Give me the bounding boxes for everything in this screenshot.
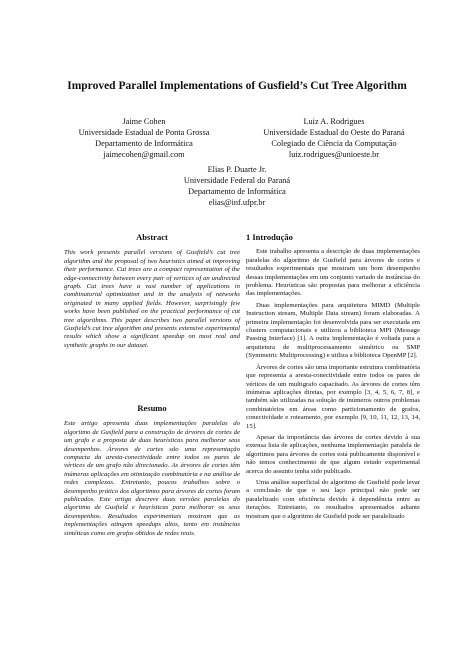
intro-paragraph: Árvores de cortes são uma importante estrutura combinatória que representa a aresta-conectividade entre todos os pares de vértices de um multigrafo capacitado. As árvores de cortes têm inúmeras aplicações diretas, por exemplo [3, 4, 5, 6, 7, 8], e também são utilizadas na solução de inúmeros outros problemas combinatórios em áreas como particionamento de grafos, conectividade e roteamento, por exemplo [9, 10, 11, 12, 13, 14, 15]. bbox=[246, 363, 420, 430]
author-affiliation: Universidade Federal do Paraná bbox=[183, 176, 291, 185]
author-name: Elias P. Duarte Jr. bbox=[207, 165, 267, 174]
author-name: Luiz A. Rodrigues bbox=[303, 117, 365, 126]
resumo-heading: Resumo bbox=[137, 403, 167, 413]
author-email: luiz.rodrigues@unioeste.br bbox=[288, 150, 380, 159]
author-affiliation: Universidade Estadual do Oeste do Paraná bbox=[263, 128, 405, 137]
resumo-text: Este artigo apresenta duas implementações paralelas do algoritmo de Gusfield para a construção de árvores de cortes de um grafo e a proposta de duas heurísticas para melhorar seus desempenhos. Árvores de cortes são uma representação compacta da aresta-conectividade entre todos os pares de vértices de um grafo não direcionado. As árvores de cortes têm inúmeras aplicações em otimização combinatória e na análise de redes complexas. Entretanto, poucos trabalhos sobre o desempenho prático dos algoritmos para árvores de cortes foram publicados. Este artigo descreve duas versões paralelas do algoritmo de Gusfield e heurísticas para melhorar os seus desempenhos. Resultados experimentais mostram que as implementações atingem speedups altos, tanto em instâncias sintéticas como em grafos obtidos de redes reais. bbox=[64, 420, 240, 537]
author-department: Colegiado de Ciência da Computação bbox=[271, 139, 397, 148]
author-block-3 bbox=[162, 164, 312, 208]
left-column bbox=[64, 233, 240, 350]
abstract-text: This work presents parallel versions of Gusfield’s cut tree algorithm and the proposal of two heuristics aimed at improving their performance. Cut trees are a compact representation of the edge-connectivity between every pair of vertices of an undirected graph. Cut trees have a vast number of applications in combinatorial optimization and in the analysis of networks originated in many applied fields. However, surprisingly few works have been published on the practical performance of cut tree algorithms. This paper describes two parallel versions of Gusfield’s cut tree algorithm and presents extensive experimental results which show a significant speedup on most real and synthetic graphs in our dataset. bbox=[64, 249, 240, 349]
author-department: Departamento de Informática bbox=[188, 187, 286, 196]
intro-paragraph: Uma análise superficial do algoritmo de Gusfield pode levar a conclusão de que o seu laço principal não pode ser paralelizado com eficiência devido à dependência entre as iterações. Entretanto, os resultados apresentados adiante mostram que o algoritmo de Gusfield pode ser paralelizado bbox=[246, 478, 420, 520]
author-email: elias@inf.ufpr.br bbox=[208, 198, 266, 207]
right-column bbox=[246, 233, 420, 524]
intro-paragraph: Duas implementações para arquitetura MIMD (Multiple Instruction stream, Multiple Data stream) foram elaboradas. A primeira implementação foi desenvolvida para ser executada em clusters computacionais e utilizou a biblioteca MPI (Message Passing Interface) [1]. A outra implementação é voltada para a arquitetura de multiprocessamento simétrico ou SMP (Symmetric Multiprocessing) e utiliza a biblioteca OpenMP [2]. bbox=[246, 301, 420, 360]
author-affiliation: Universidade Estadual de Ponta Grossa bbox=[78, 128, 210, 137]
author-department: Departamento de Informática bbox=[95, 139, 193, 148]
author-email: jaimecohen@gmail.com bbox=[103, 150, 185, 159]
author-name: Jaime Cohen bbox=[122, 117, 166, 126]
paper-title: Improved Parallel Implementations of Gusfield’s Cut Tree Algorithm bbox=[67, 80, 407, 92]
author-block-2 bbox=[248, 116, 420, 160]
abstract-heading: Abstract bbox=[136, 232, 168, 242]
intro-paragraph: Este trabalho apresenta a descrição de duas implementações paralelas do algoritmo de Gusfield para árvores de cortes e resultados experimentais que mostram um bom desempenho dessas implementações em um conjunto variado de instâncias do problema. Heurísticas são propostas para melhorar a eficiência das implementações. bbox=[246, 248, 420, 298]
author-block-1 bbox=[64, 116, 224, 160]
intro-paragraph: Apesar da importância das árvores de cortes devido à sua extensa lista de aplicações, nenhuma implementação paralela de algoritmos para árvores de cortes está publicamente disponível e não temos conhecimento de que algum estudo experimental acerca do assunto tenha sido publicado. bbox=[246, 433, 420, 475]
left-column-resumo bbox=[64, 404, 240, 538]
intro-heading: 1 Introdução bbox=[246, 232, 293, 242]
